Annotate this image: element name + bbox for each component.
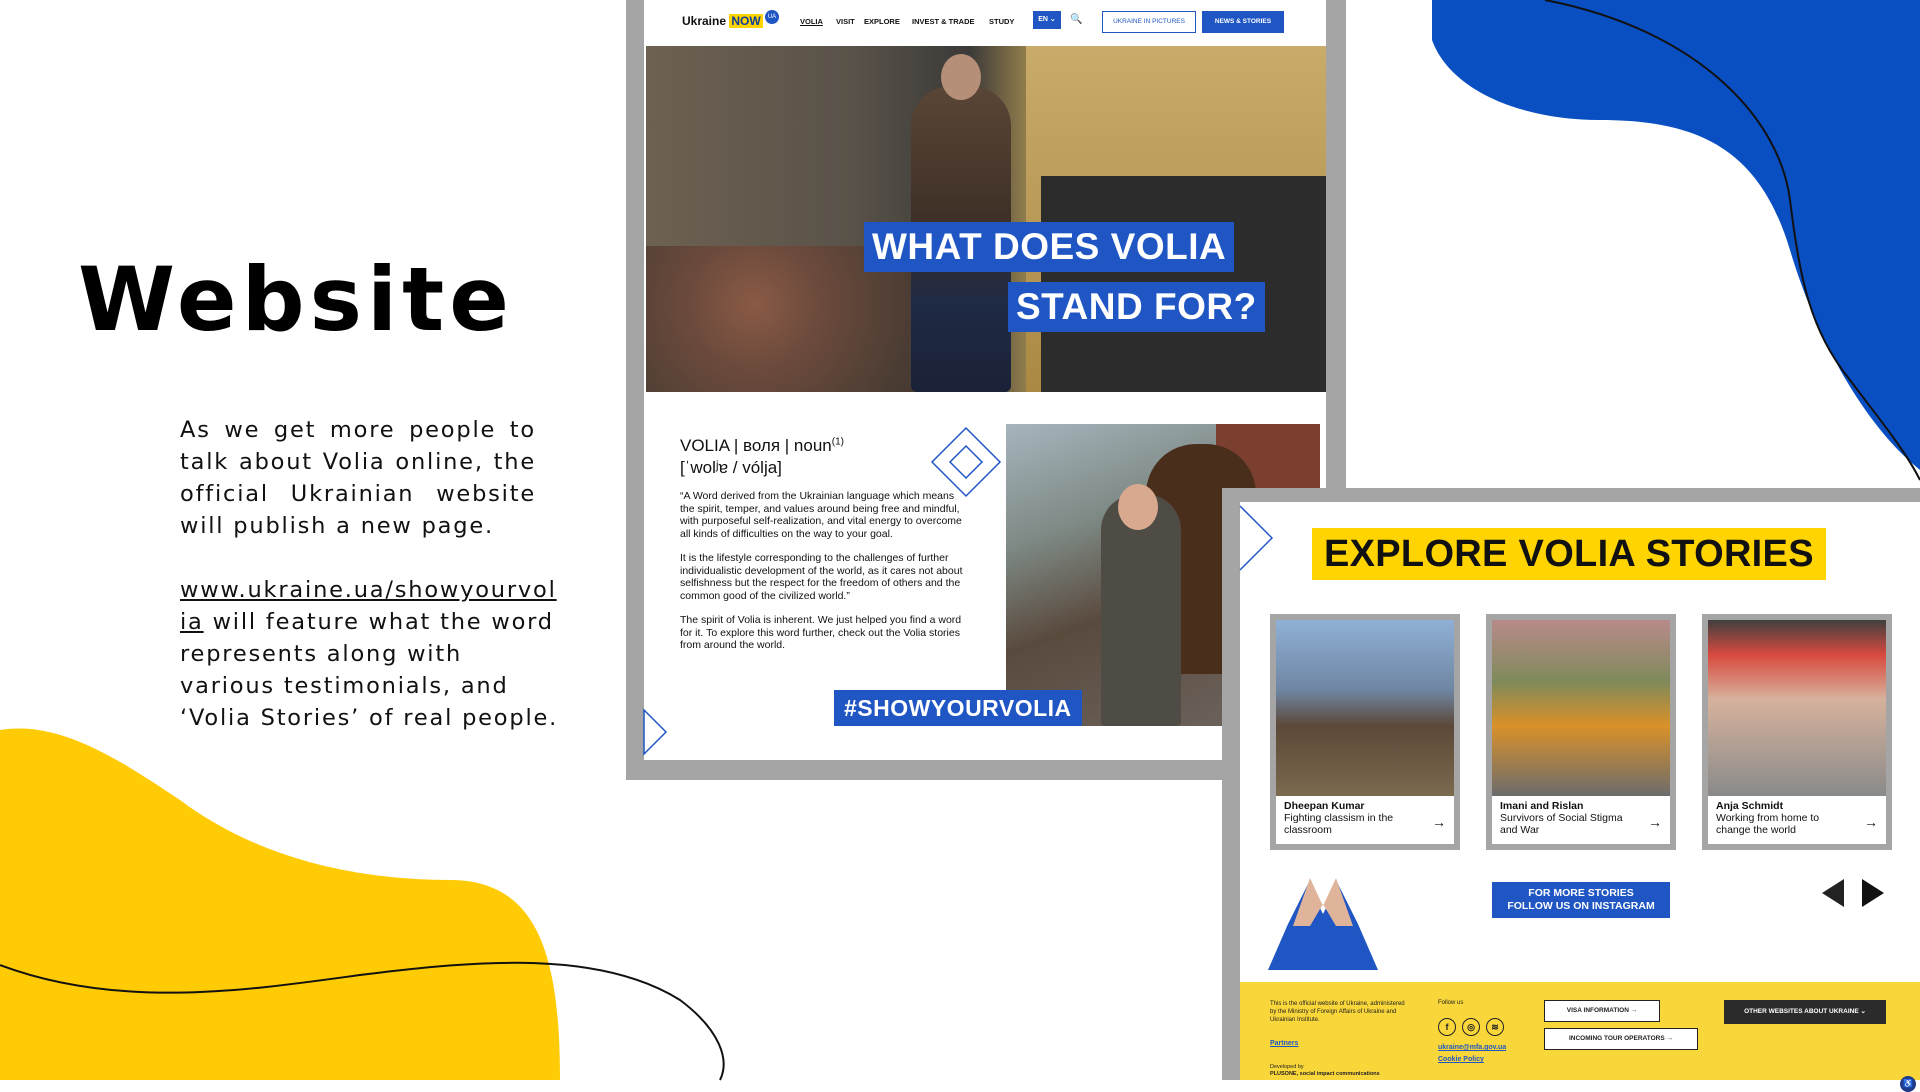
instagram-icon[interactable]: ◎ — [1462, 1018, 1480, 1036]
definition-title: VOLIA | воля | noun$^{(1)}$ — [680, 436, 844, 455]
definition-pronunciation: [ˈwolʲɐ / vólja] — [680, 458, 782, 477]
partners-link[interactable]: Partners — [1270, 1040, 1299, 1047]
instagram-line1: FOR MORE STORIES — [1528, 887, 1634, 899]
definition-text — [680, 490, 970, 664]
hashtag-banner: #SHOWYOURVOLIA — [834, 690, 1082, 726]
body-copy — [180, 414, 562, 766]
follow-us-label: Follow us — [1438, 1000, 1464, 1006]
accessibility-icon[interactable]: ♿ — [1900, 1076, 1916, 1092]
language-selector[interactable]: EN ⌄ — [1033, 11, 1061, 29]
hero-person-head — [941, 54, 981, 100]
arrow-right-icon[interactable]: → — [1864, 814, 1878, 830]
corner-diamond-icon — [644, 706, 674, 756]
arrow-right-icon[interactable]: → — [1432, 814, 1446, 830]
story-caption — [1276, 796, 1454, 844]
email-link[interactable]: ukraine@mfa.gov.ua — [1438, 1044, 1507, 1051]
paragraph-intro: As we get more people to talk about Volia online, the official Ukrainian website will publish a new page. — [180, 417, 536, 539]
paragraph-link-rest: will feature what the word represents along with various testimonials, and ‘Volia Stories’ of real people. — [180, 609, 559, 731]
story-card[interactable] — [1270, 614, 1460, 850]
nav-item-volia[interactable]: VOLIA — [800, 17, 823, 26]
definition-para3: The spirit of Volia is inherent. We just helped you find a word for it. To explore this word further, check out the Volia stories from around the world. — [680, 614, 962, 651]
story-name: Dheepan Kumar — [1284, 800, 1365, 812]
photo-woman-face — [1118, 484, 1158, 530]
spotify-icon[interactable]: ≋ — [1486, 1018, 1504, 1036]
yellow-blob — [0, 728, 560, 1080]
story-desc: Survivors of Social Stigma and War — [1500, 812, 1623, 836]
footer-developer — [1270, 1064, 1380, 1078]
definition-para1: “A Word derived from the Ukrainian language which means the spirit, temper, and values around being free and mindful, with purposeful self-realization, and vital energy to overcome all kinds of difficulties on the way to your goal. — [680, 490, 962, 540]
visa-information-button[interactable]: VISA INFORMATION → — [1544, 1000, 1660, 1022]
story-photo-anja — [1708, 620, 1886, 796]
story-caption — [1708, 796, 1886, 844]
carousel-next-icon[interactable] — [1862, 879, 1884, 907]
nav-item-study[interactable]: STUDY — [989, 17, 1015, 26]
developed-by-label: Developed by — [1270, 1064, 1304, 1070]
site-footer — [1240, 982, 1920, 1080]
hero-title-line2: STAND FOR? — [1008, 282, 1265, 332]
search-icon[interactable]: 🔍 — [1070, 14, 1083, 25]
story-photo-dheepan — [1276, 620, 1454, 796]
stories-page — [1240, 502, 1920, 1088]
story-desc: Fighting classism in the classroom — [1284, 812, 1394, 836]
story-name: Anja Schmidt — [1716, 800, 1784, 812]
instagram-button[interactable] — [1492, 882, 1670, 918]
developer-name: PLUSONE, social impact communications — [1270, 1071, 1380, 1077]
definition-para2: It is the lifestyle corresponding to the challenges of further individualistic development of the world, as it cares not about selfishness but the respect for the freedom of others and the common good of the civilized world.” — [680, 552, 963, 602]
explore-stories-title: EXPLORE VOLIA STORIES — [1312, 528, 1826, 580]
tour-operators-button[interactable]: INCOMING TOUR OPERATORS → — [1544, 1028, 1698, 1050]
carousel-prev-icon[interactable] — [1822, 879, 1844, 907]
story-name: Imani and Rislan — [1500, 800, 1584, 812]
facebook-icon[interactable]: f — [1438, 1018, 1456, 1036]
instagram-line2: FOLLOW US ON INSTAGRAM — [1507, 900, 1655, 912]
site-header — [644, 0, 1326, 44]
slide-title: Website — [78, 248, 514, 351]
story-caption — [1492, 796, 1670, 844]
arrow-right-icon[interactable]: → — [1648, 814, 1662, 830]
ukraine-now-logo[interactable]: Ukraine NOW — [682, 14, 761, 28]
paragraph-link — [180, 574, 562, 734]
news-stories-button[interactable]: NEWS & STORIES — [1202, 11, 1284, 33]
other-websites-button[interactable]: OTHER WEBSITES ABOUT UKRAINE ⌄ — [1724, 1000, 1886, 1024]
hands-gesture-illustration — [1248, 864, 1398, 970]
left-diamond-icon — [1240, 502, 1280, 592]
story-card[interactable] — [1702, 614, 1892, 850]
story-card[interactable] — [1486, 614, 1676, 850]
ua-badge-icon: UA — [765, 10, 779, 24]
nav-item-explore[interactable]: EXPLORE — [864, 17, 900, 26]
hero-title-line1: WHAT DOES VOLIA — [864, 222, 1234, 272]
story-desc: Working from home to change the world — [1716, 812, 1820, 836]
nav-item-invest-trade[interactable]: INVEST & TRADE — [912, 17, 975, 26]
story-photo-imani-rislan — [1492, 620, 1670, 796]
ukraine-in-pictures-button[interactable]: UKRAINE IN PICTURES — [1102, 11, 1196, 33]
cookie-policy-link[interactable]: Cookie Policy — [1438, 1056, 1484, 1063]
hero-image — [646, 46, 1320, 392]
blue-blob — [1432, 0, 1920, 470]
showyourvolia-link[interactable]: www.ukraine.ua/showyourvolia — [180, 577, 557, 635]
footer-about: This is the official website of Ukraine, administered by the Ministry of Foreign Affairs of Ukraine and Ukrainian Institute. — [1270, 1001, 1405, 1023]
nav-item-visit[interactable]: VISIT — [836, 17, 855, 26]
website-screenshot-stories-page — [1222, 488, 1920, 1088]
